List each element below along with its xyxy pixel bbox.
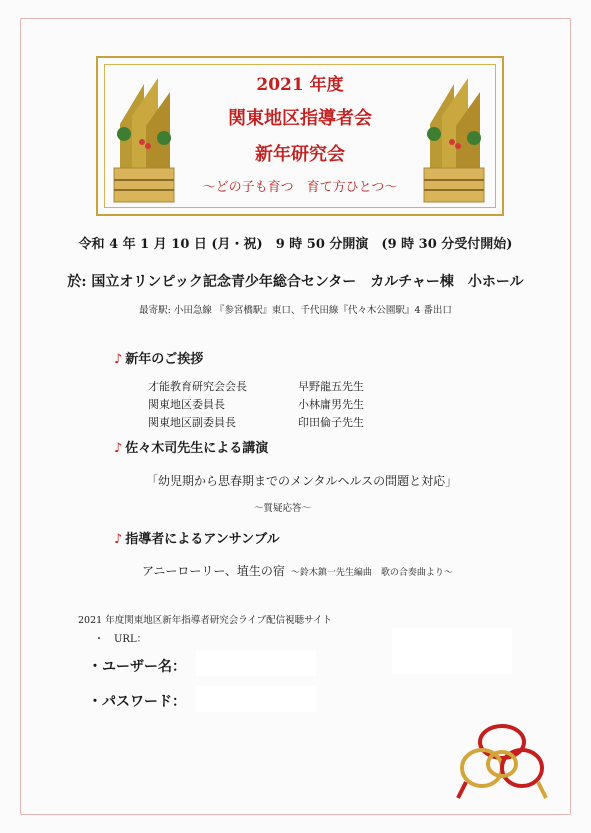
- redacted-username-area: [196, 650, 316, 676]
- ensemble-piece-titles: アニーローリー、埴生の宿: [142, 564, 285, 578]
- section-lecture-heading: [114, 437, 268, 456]
- ensemble-arrangement: ～鈴木鎮一先生編曲 歌の合奏曲より～: [290, 568, 453, 578]
- streaming-site-title: 2021 年度関東地区新年指導者研究会ライブ配信視聴サイト: [78, 615, 332, 626]
- lecture-title: 「幼児期から思春期までのメンタルヘルスの問題と対応」: [146, 474, 458, 488]
- speaker-role: 才能教育研究会会長: [148, 380, 247, 393]
- event-date-time: 令和 4 年 1 月 10 日 (月・祝) 9 時 50 分開演 (9 時 30 分受付開始): [78, 237, 513, 252]
- music-note-icon: ♪: [114, 352, 123, 367]
- organization-title: 関東地区指導者会: [228, 108, 372, 129]
- speaker-role: 関東地区委員長: [148, 398, 225, 411]
- mizuhiki-knot-icon: [456, 720, 548, 800]
- event-title: 新年研究会: [255, 144, 345, 165]
- lecture-subtitle: ～質疑応答～: [254, 503, 312, 514]
- password-label: ・パスワード：: [88, 694, 186, 710]
- speaker-name: 印田倫子先生: [298, 416, 364, 429]
- section-ensemble-heading: [114, 528, 280, 547]
- redacted-password-area: [196, 686, 316, 712]
- event-tagline: ～どの子も育つ 育て方ひとつ～: [202, 180, 398, 195]
- event-venue: 於: 国立オリンピック記念青少年総合センター カルチャー棟 小ホール: [67, 274, 524, 290]
- section-ensemble-label: 指導者によるアンサンブル: [125, 532, 280, 547]
- ensemble-pieces: [142, 562, 453, 579]
- streaming-url-label: ・ URL：: [94, 634, 147, 645]
- speaker-role: 関東地区副委員長: [148, 416, 236, 429]
- music-note-icon: ♪: [114, 532, 123, 547]
- event-year: 2021 年度: [256, 75, 344, 95]
- speaker-name: 早野龍五先生: [298, 380, 364, 393]
- speaker-name: 小林庸男先生: [298, 398, 364, 411]
- section-greeting-heading: [114, 348, 203, 367]
- section-lecture-label: 佐々木司先生による講演: [125, 441, 269, 456]
- greeting-row: [148, 414, 364, 430]
- venue-access: 最寄駅: 小田急線 『参宮橋駅』東口、千代田線『代々木公園駅』4 番出口: [139, 305, 452, 316]
- greeting-row: [148, 378, 364, 394]
- section-greeting-label: 新年のご挨拶: [125, 352, 204, 367]
- username-label: ・ユーザー名：: [88, 659, 186, 675]
- greeting-row: [148, 396, 364, 412]
- redacted-url-area: [392, 628, 512, 674]
- music-note-icon: ♪: [114, 441, 123, 456]
